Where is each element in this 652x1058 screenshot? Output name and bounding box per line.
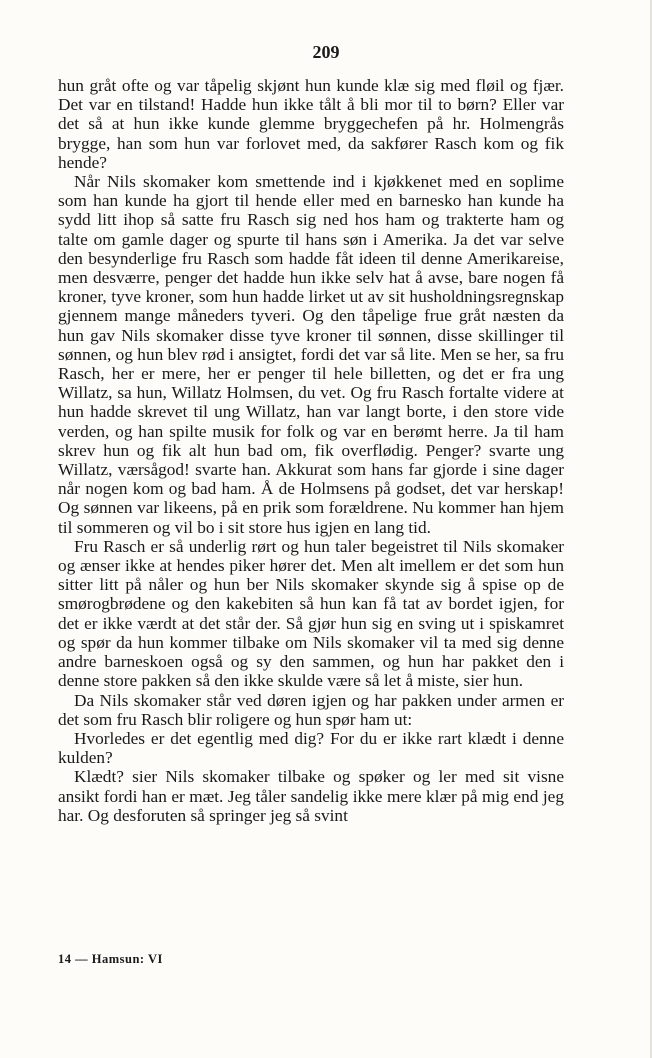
page-number: 209 <box>312 42 340 62</box>
paragraph: Fru Rasch er så underlig rørt og hun taler begeistret til Nils skomaker og ænser ikke at hendes piker hører det. Men alt imellem er det som hun sitter litt på nåler og hun ber Nils skomaker skynde sig å spise op de smørogbrødene og den kakebiten så hun kan få tat av bordet igjen, for det er ikke værdt at det står der. Så gjør hun sig en sving ut i spiskamret og spør da hun kommer tilbake om Nils skomaker vil ta med sig denne andre barneskoen også og sy den sammen, og hun har pakket den i denne store pakken så den ikke skulde være så let å miste, sier hun. <box>58 536 564 691</box>
body-text <box>58 76 564 825</box>
printer-signature: 14 — Hamsun: VI <box>58 952 163 966</box>
paragraph: Da Nils skomaker står ved døren igjen og har pakken under armen er det som fru Rasch blir roligere og hun spør ham ut: <box>58 690 564 729</box>
paragraph: Hvorledes er det egentlig med dig? For du er ikke rart klædt i denne kulden? <box>58 728 564 768</box>
paragraph: hun gråt ofte og var tåpelig skjønt hun kunde klæ sig med fløil og fjær. Det var en tilstand! Hadde hun ikke tålt å bli mor til to børn? Eller var det så at hun ikke kunde glemme bryggechefen på hr. Holmengrås brygge, han som hun var forlovet med, da sakfører Rasch kom og fik hende? <box>58 76 564 172</box>
paragraph: Klædt? sier Nils skomaker tilbake og spøker og ler med sit visne ansikt fordi han er mæt. Jeg tåler sandelig ikke mere klær på mig end jeg har. Og desforuten så springer jeg så svint <box>58 767 564 825</box>
paragraph: Når Nils skomaker kom smettende ind i kjøkkenet med en soplime som han kunde ha gjort til hende eller med en barnesko han kunde ha sydd litt ihop så satte fru Rasch sig ned hos ham og trakterte ham og talte om gamle dager og spurte til hans søn i Amerika. Ja det var selve den besynderlige fru Rasch som hadde fåt ideen til denne Amerikareise, men desværre, penger det hadde hun ikke selv hat å avse, bare nogen få kroner, tyve kroner, som hun hadde lirket ut av sit husholdningsregnskap gjennem mange måneders tyveri. Og den tåpelige frue gråt næsten da hun gav Nils skomaker disse tyve kroner til sønnen, disse skillinger til sønnen, og hun blev rød i ansigtet, fordi det var så lite. Men se her, sa fru Rasch, her er mere, her er penger til hele billetten, og det er fra ung Willatz, sa hun, Willatz Holmsen, du vet. Og fru Rasch fortalte videre at hun hadde skrevet til ung Willatz, han var langt borte, i den store vide verden, og han spilte musik for folk og var en berømt herre. Ja til ham skrev hun og fik alt hun bad om, fik overflødig. Penger? svarte ung Willatz, værsågod! svarte han. Akkurat som hans far gjorde i sine dager når nogen kom og bad ham. Å de Holmsens på godset, det var herskap! Og sønnen var likeens, på en prik som forældrene. Nu kommer han hjem til sommeren og vil bo i sit store hus igjen en lang tid. <box>58 172 564 537</box>
